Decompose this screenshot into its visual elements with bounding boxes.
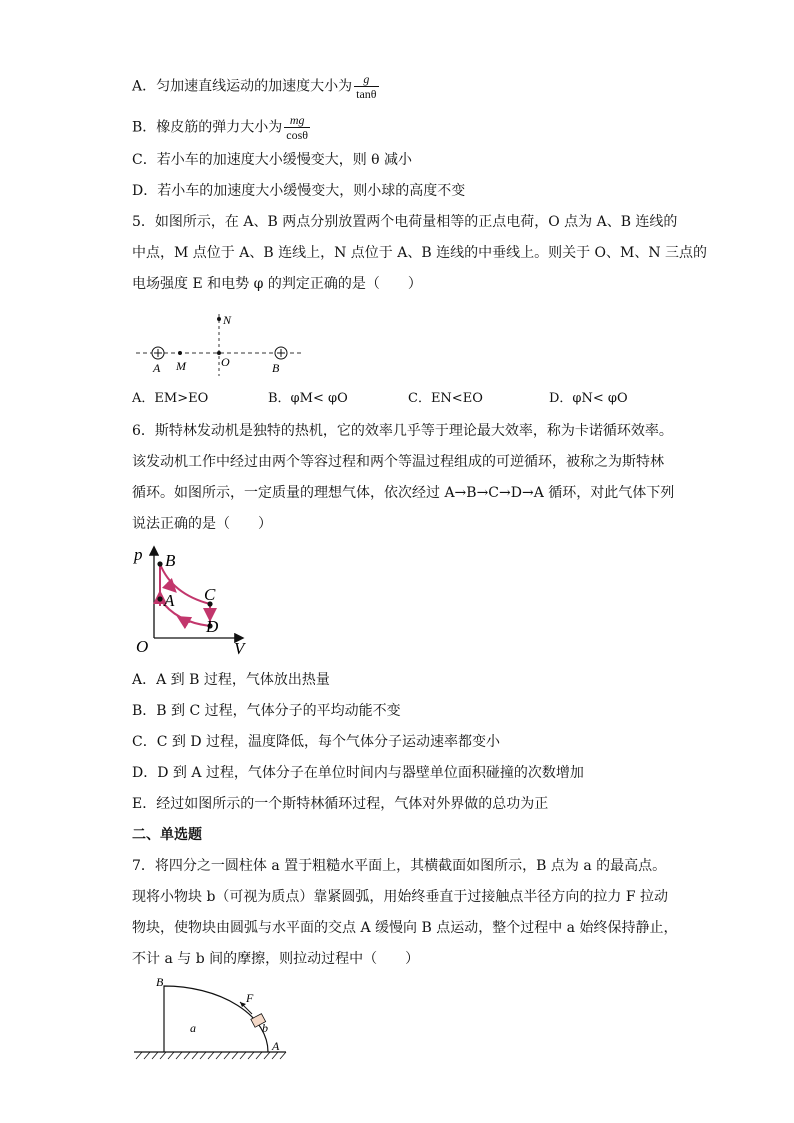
label-a-point: A — [272, 1039, 280, 1053]
label-b-point: B — [156, 975, 164, 989]
q5-stem-line2: 中点，M 点位于 A、B 连线上，N 点位于 A、B 连线的中垂线上。则关于 O、M、N 三点的 — [132, 245, 708, 261]
q4-option-a: A．匀加速直线运动的加速度大小为 $\frac{g}{\tan\theta}$ — [132, 72, 377, 101]
label-d: D — [206, 617, 219, 636]
q4-option-c: C．若小车的加速度大小缓慢变大，则 θ 减小 — [132, 152, 413, 168]
charge-a — [152, 347, 164, 359]
q7-stem-line2: 现将小物块 b（可视为质点）靠紧圆弧，用始终垂直于过接触点半径方向的拉力 F 拉动 — [132, 889, 669, 905]
q5-stem-line3: 电场强度 E 和电势 φ 的判定正确的是（ ） — [132, 276, 422, 292]
label-a: A — [153, 361, 161, 375]
label-o: O — [221, 355, 230, 369]
q5-option-c: C．EN<EO — [408, 391, 483, 406]
ground-hatch — [136, 1052, 286, 1059]
point-b — [157, 561, 162, 566]
label-m: M — [176, 359, 186, 373]
label-p: p — [134, 545, 143, 564]
q6-option-b: B．B 到 C 过程，气体分子的平均动能不变 — [132, 703, 401, 719]
q7-stem-line1: 7．将四分之一圆柱体 a 置于粗糙水平面上，其横截面如图所示，B 点为 a 的最高点。 — [132, 858, 667, 874]
point-m — [178, 351, 182, 355]
q6-option-a: A．A 到 B 过程，气体放出热量 — [132, 672, 330, 688]
q7-stem-line3: 物块，使物块由圆弧与水平面的交点 A 缓慢向 B 点运动，整个过程中 a 始终保持静止， — [132, 920, 678, 936]
point-a — [157, 596, 162, 601]
q5-charges-figure — [130, 308, 310, 380]
q7-stem-line4: 不计 a 与 b 间的摩擦，则拉动过程中（ ） — [132, 951, 420, 967]
q6-option-d: D．D 到 A 过程，气体分子在单位时间内与器壁单位面积碰撞的次数增加 — [132, 765, 584, 781]
q6-stem-line1: 6．斯特林发动机是独特的热机，它的效率几乎等于理论最大效率，称为卡诺循环效率。 — [132, 423, 673, 439]
point-n — [217, 317, 221, 321]
q5-option-b: B．φM< φO — [268, 391, 348, 406]
q7-quarter-cylinder-figure — [130, 974, 290, 1062]
fraction-g-over-tan: $\frac{g}{\tan\theta}$ — [356, 72, 377, 101]
label-a-body: a — [190, 1021, 196, 1035]
q5-option-a: A．EM>EO — [132, 391, 209, 406]
q4-option-b: B．橡皮筋的弹力大小为 $\frac{mg}{\cos\theta}$ — [132, 113, 309, 142]
label-f: F — [246, 991, 254, 1005]
label-b: B — [272, 361, 280, 375]
label-n: N — [223, 313, 232, 327]
q6-pv-diagram — [130, 542, 250, 658]
label-a: A — [164, 591, 175, 610]
q6-option-c: C．C 到 D 过程，温度降低，每个气体分子运动速率都变小 — [132, 734, 500, 750]
q5-stem-line1: 5．如图所示，在 A、B 两点分别放置两个电荷量相等的正点电荷，O 点为 A、B 连线的 — [132, 214, 678, 230]
fraction-mg-over-cos: $\frac{mg}{\cos\theta}$ — [286, 113, 309, 142]
label-c: C — [204, 585, 216, 604]
label-origin: O — [136, 637, 149, 656]
q5-option-d: D．φN< φO — [549, 391, 628, 406]
charge-b — [275, 347, 287, 359]
q6-stem-line2: 该发动机工作中经过由两个等容过程和两个等温过程组成的可逆循环，被称之为斯特林 — [132, 454, 664, 470]
section-heading: 二、单选题 — [132, 827, 202, 843]
q4-option-d: D．若小车的加速度大小缓慢变大，则小球的高度不变 — [132, 183, 466, 199]
q6-stem-line4: 说法正确的是（ ） — [132, 516, 272, 532]
q6-option-e: E．经过如图所示的一个斯特林循环过程，气体对外界做的总功为正 — [132, 796, 549, 812]
label-b: B — [165, 551, 176, 570]
label-v: V — [234, 639, 245, 658]
q6-stem-line3: 循环。如图所示，一定质量的理想气体，依次经过 A→B→C→D→A 循环，对此气体下列 — [132, 485, 675, 501]
label-b-block: b — [262, 1021, 268, 1035]
